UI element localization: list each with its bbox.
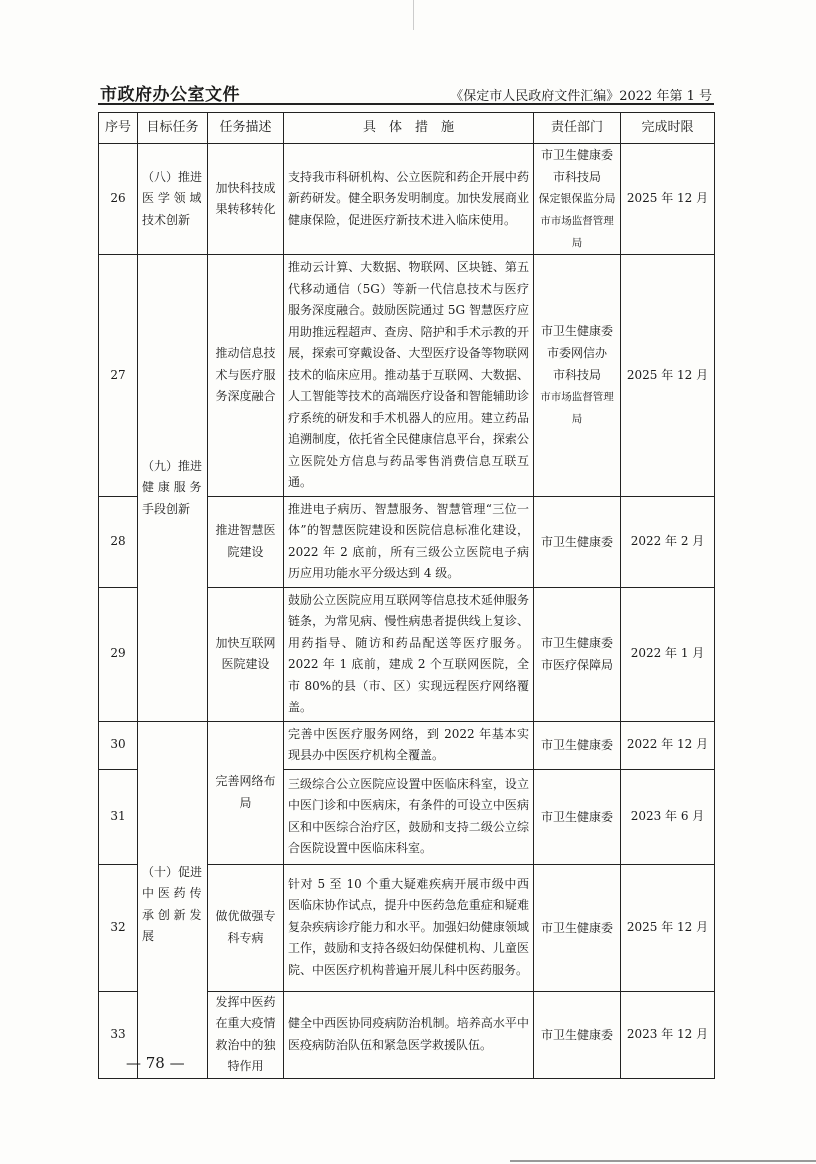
deadline: 2023 年 6 月 (621, 769, 715, 864)
row-no: 33 (99, 991, 138, 1078)
dept-line: 市市场监督管理局 (540, 391, 614, 426)
header-office-title: 市政府办公室文件 (100, 85, 240, 105)
deadline: 2023 年 12 月 (621, 991, 715, 1078)
row-no: 31 (99, 769, 138, 864)
deadline: 2025 年 12 月 (621, 255, 715, 497)
row-no: 32 (99, 864, 138, 991)
col-header-desc: 任务描述 (208, 113, 284, 144)
col-header-dept: 责任部门 (534, 113, 621, 144)
row-no: 30 (99, 721, 138, 769)
task-desc: 完善网络布局 (208, 721, 284, 864)
target-line: 展 (142, 929, 155, 943)
deadline: 2025 年 12 月 (621, 864, 715, 991)
table-row (99, 721, 715, 769)
measure-text: 鼓励公立医院应用互联网等信息技术延伸服务链条，为常见病、慢性病患者提供线上复诊、用药指导、随访和药品配送等医疗服务。2022 年 1 底前，建成 2 个互联网医院，全市 80%的县（市、区）实现远程医疗网络覆盖。 (284, 587, 534, 721)
deadline: 2022 年 12 月 (621, 721, 715, 769)
measure-text: 健全中西医协同疫病防治机制。培养高水平中医疫病防治队伍和紧急医学救援队伍。 (284, 991, 534, 1078)
responsible-dept (534, 721, 621, 769)
task-desc: 推动信息技术与医疗服务深度融合 (208, 255, 284, 497)
measure-text: 推动云计算、大数据、物联网、区块链、第五代移动通信（5G）等新一代信息技术与医疗服务深度融合。鼓励医院通过 5G 智慧医疗应用助推远程超声、查房、陪护和手术示教的开展，探索可穿戴设备、大型医疗设备等物联网技术的临床应用。推动基于互联网、大数据、人工智能等技术的高端医疗设备和智能辅助诊疗系统的研发和手术机器人的应用。建立药品追溯制度，依托省全民健康信息平台，探索公立医院处方信息与药品零售消费信息互联互通。 (284, 255, 534, 497)
header-publication-title: 《保定市人民政府文件汇编》2022 年第 1 号 (450, 89, 712, 104)
measure-text: 完善中医医疗服务网络，到 2022 年基本实现县办中医医疗机构全覆盖。 (284, 721, 534, 769)
responsible-dept (534, 587, 621, 721)
task-desc: 推进智慧医院建设 (208, 496, 284, 587)
dept-line: 市医疗保障局 (540, 658, 613, 672)
responsible-dept (534, 255, 621, 497)
target-line: 中 医 药 传 (142, 886, 202, 900)
dept-line: 市卫生健康委 (540, 920, 613, 935)
task-desc: 发挥中医药在重大疫情救治中的独特作用 (208, 991, 284, 1078)
target-line: （八）推进 (142, 169, 203, 184)
dept-line: 市卫生健康委 (540, 809, 613, 824)
target-line: 承 创 新 发 (142, 907, 202, 922)
target-task (138, 144, 208, 255)
measure-text: 推进电子病历、智慧服务、智慧管理“三位一体”的智慧医院建设和医院信息标准化建设，2022 年 2 底前，所有三级公立医院电子病历应用功能水平分级达到 4 级。 (284, 496, 534, 587)
dept-line: 市卫生健康委 (540, 324, 613, 339)
dept-line: 市卫生健康委 (540, 148, 613, 162)
responsible-dept (534, 144, 621, 255)
dept-line: 市卫生健康委 (540, 534, 613, 549)
measure-text: 针对 5 至 10 个重大疑难疾病开展市级中西医临床协作试点，提升中医药急危重症和疑难复杂疾病诊疗能力和水平。加强妇幼健康领域工作，鼓励和支持各级妇幼保健机构、儿童医院、中医医疗机构普遍开展儿科中医药服务。 (284, 864, 534, 991)
responsible-dept (534, 864, 621, 991)
task-desc: 做优做强专科专病 (208, 864, 284, 991)
row-no: 29 (99, 587, 138, 721)
measure-text: 三级综合公立医院应设置中医临床科室，设立中医门诊和中医病床，有条件的可设立中医病区和中医综合治疗区，鼓励和支持二级公立综合医院设置中医临床科室。 (284, 769, 534, 864)
row-no: 26 (99, 144, 138, 255)
dept-line: 市卫生健康委 (540, 636, 613, 650)
dept-line: 市卫生健康委 (540, 1027, 613, 1042)
responsible-dept (534, 496, 621, 587)
target-line: （十）促进 (142, 864, 203, 879)
target-line: 技术创新 (142, 212, 191, 227)
target-line: 健 康 服 务 (142, 480, 202, 494)
measure-text: 支持我市科研机构、公立医院和药企开展中药新药研发。健全职务发明制度。加快发展商业健康保险，促进医疗新技术进入临床使用。 (284, 144, 534, 255)
task-desc: 加快科技成果转移转化 (208, 144, 284, 255)
col-header-deadline: 完成时限 (621, 113, 715, 144)
table-row (99, 144, 715, 255)
task-table (98, 112, 715, 1079)
target-line: 医 学 领 域 (142, 191, 202, 206)
col-header-no: 序号 (99, 113, 138, 144)
dept-line: 市委网信办 (546, 346, 607, 361)
dept-line: 保定银保监分局 (538, 192, 616, 205)
header-rule (98, 103, 714, 105)
target-line: 手段创新 (142, 501, 191, 516)
dept-line: 市科技局 (552, 368, 601, 383)
target-task (138, 721, 208, 1078)
col-header-target: 目标任务 (138, 113, 208, 144)
dept-line: 市市场监督管理局 (540, 215, 614, 249)
page-number: — 78 — (126, 1054, 185, 1072)
target-task (138, 255, 208, 722)
dept-line: 市卫生健康委 (540, 738, 613, 752)
responsible-dept (534, 769, 621, 864)
row-no: 28 (99, 496, 138, 587)
deadline: 2022 年 1 月 (621, 587, 715, 721)
table-header-row (99, 113, 715, 144)
table-row (99, 255, 715, 497)
row-no: 27 (99, 255, 138, 497)
scan-mark (413, 0, 414, 30)
dept-line: 市科技局 (552, 170, 601, 184)
deadline: 2022 年 2 月 (621, 496, 715, 587)
deadline: 2025 年 12 月 (621, 144, 715, 255)
scan-edge-line (510, 1160, 816, 1162)
task-desc: 加快互联网医院建设 (208, 587, 284, 721)
col-header-measure: 具 体 措 施 (284, 113, 534, 144)
target-line: （九）推进 (142, 458, 203, 473)
responsible-dept (534, 991, 621, 1078)
